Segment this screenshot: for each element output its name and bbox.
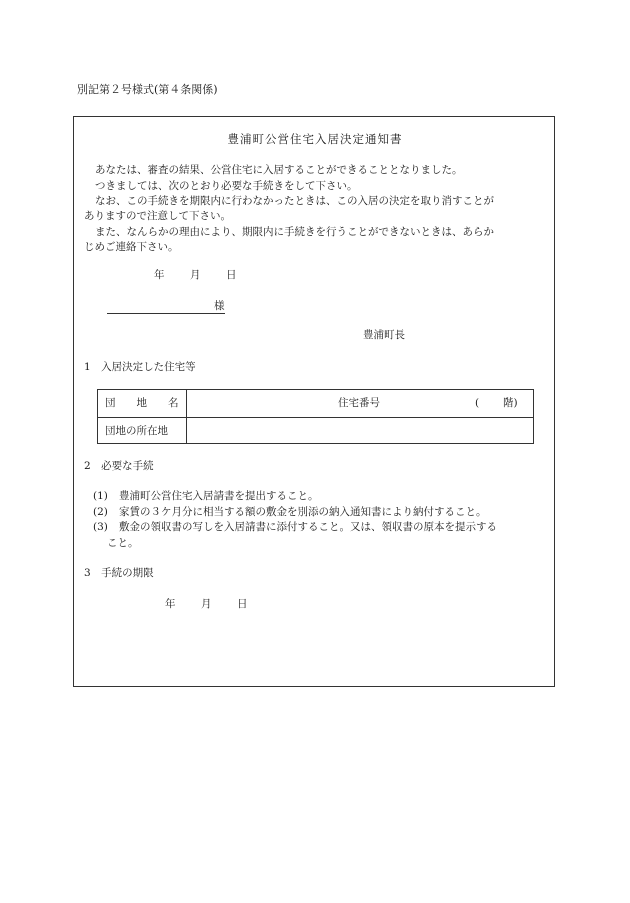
deadline-day: 日 (237, 598, 248, 610)
table-row-divider (98, 417, 533, 418)
date-year: 年 (154, 269, 165, 281)
document-title: 豊浦町公営住宅入居決定通知書 (227, 132, 403, 146)
deadline-month: 月 (201, 598, 212, 610)
procedure-item-2-text: 家賃の３ケ月分に相当する額の敷金を別添の納入通知書により納付すること。 (119, 506, 487, 518)
table-column-divider (186, 390, 187, 443)
procedure-item-1-text: 豊浦町公営住宅入居請書を提出すること。 (119, 490, 319, 502)
issuer-name: 豊浦町長 (363, 329, 405, 341)
procedure-item-1-num: (1) (93, 490, 108, 502)
form-number-label: 別記第２号様式(第４条関係) (77, 83, 218, 96)
procedure-item-3-num: (3) (93, 521, 108, 533)
body-line-1: あなたは、審査の結果、公営住宅に入居することができることとなりました。 (95, 164, 463, 176)
section-1-heading: 1 入居決定した住宅等 (84, 361, 196, 373)
body-line-3: なお、この手続きを期限内に行わなかったときは、この入居の決定を取り消すことが (95, 195, 494, 207)
table-label-complex-address: 団地の所在地 (105, 425, 168, 437)
table-label-complex-name: 団 地 名 (105, 397, 179, 409)
body-line-4-cont: じめご連絡下さい。 (84, 241, 179, 253)
procedure-item-2-num: (2) (93, 506, 108, 518)
table-floor-paren-open: ( (475, 397, 480, 409)
body-line-3-cont: ありますので注意して下さい。 (84, 210, 231, 222)
procedure-item-3-text: 敷金の領収書の写しを入居請書に添付すること。又は、領収書の原本を提示する (119, 521, 497, 533)
date-day: 日 (226, 269, 237, 281)
addressee-name-line (107, 313, 225, 314)
date-month: 月 (190, 269, 201, 281)
body-line-4: また、なんらかの理由により、期限内に手続きを行うことができないときは、あらか (95, 226, 494, 238)
deadline-year: 年 (165, 598, 176, 610)
procedure-item-3-text-cont: こと。 (107, 537, 139, 549)
housing-table (97, 389, 534, 444)
addressee-suffix: 様 (214, 300, 225, 312)
section-3-heading: 3 手続の期限 (84, 567, 154, 579)
section-2-heading: 2 必要な手続 (84, 460, 154, 472)
table-label-unit-number: 住宅番号 (338, 397, 380, 409)
body-line-2: つきましては、次のとおり必要な手続きをして下さい。 (95, 180, 358, 192)
table-floor-label: 階) (503, 397, 518, 409)
